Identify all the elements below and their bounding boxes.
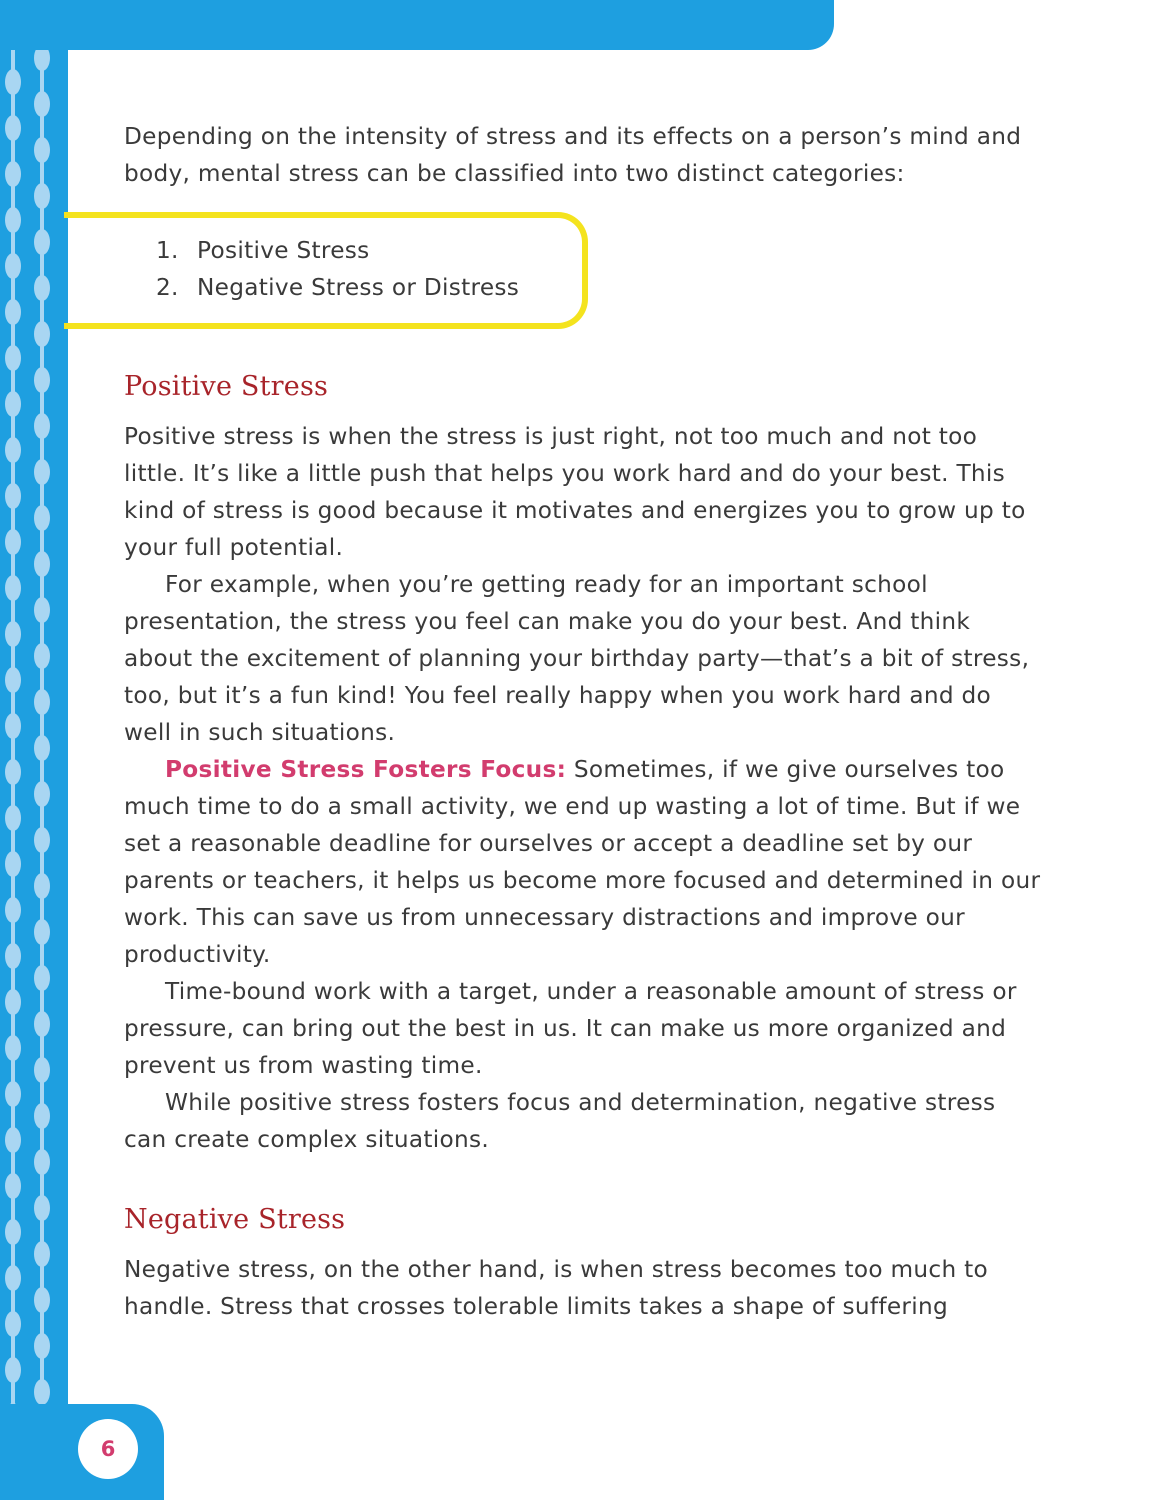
- bead-shape: [34, 505, 50, 531]
- bead-shape: [34, 1333, 50, 1359]
- bead-shape: [5, 1265, 21, 1291]
- bead-shape: [5, 575, 21, 601]
- bead-shape: [5, 897, 21, 923]
- bead-shape: [5, 1081, 21, 1107]
- positive-paragraph-4: Time-bound work with a target, under a reasonable amount of stress or pressure, can bring out the best in us. It can make us more organized and prevent us from wasting time.: [124, 978, 1017, 1079]
- categories-highlight-box: [64, 212, 588, 329]
- list-item: [156, 269, 519, 306]
- bead-shape: [34, 919, 50, 945]
- bead-shape: [5, 207, 21, 233]
- focus-text: Sometimes, if we give ourselves too much time to do a small activity, we end up wasting a lot of time. But if we set a reasonable deadline for ourselves or accept a deadline set by our parents or teachers, it helps us become more focused and determined in our work. This can save us from unnecessary distractions and improve our productivity.: [124, 756, 1041, 968]
- bead-shape: [34, 551, 50, 577]
- page-content: [124, 118, 1044, 1325]
- bead-shape: [5, 1127, 21, 1153]
- bead-shape: [34, 781, 50, 807]
- bead-shape: [34, 1379, 50, 1405]
- negative-paragraph-1: Negative stress, on the other hand, is when stress becomes too much to handle. Stress that crosses tolerable limits takes a shape of suffering: [124, 1256, 988, 1320]
- bead-shape: [34, 1241, 50, 1267]
- negative-stress-heading: Negative Stress: [124, 1204, 346, 1235]
- positive-paragraph-3: [124, 751, 1044, 973]
- bead-pattern-decoration: [0, 0, 68, 1500]
- list-number: 2.: [156, 274, 179, 301]
- bead-shape: [5, 759, 21, 785]
- bead-shape: [5, 989, 21, 1015]
- bead-shape: [5, 1311, 21, 1337]
- bead-shape: [34, 367, 50, 393]
- bead-shape: [34, 735, 50, 761]
- bead-shape: [5, 161, 21, 187]
- positive-paragraph-2: For example, when you’re getting ready for an important school presentation, the stress you feel can make you do your best. And think about the excitement of planning your birthday party—that’s a bit of stress, too, but it’s a fun kind! You feel really happy when you work hard and do well in such situations.: [124, 571, 1030, 746]
- bead-shape: [34, 597, 50, 623]
- top-header-bar: [0, 0, 834, 50]
- list-label: Positive Stress: [197, 237, 370, 264]
- bead-shape: [34, 1011, 50, 1037]
- bead-shape: [34, 965, 50, 991]
- bead-shape: [34, 91, 50, 117]
- list-label: Negative Stress or Distress: [197, 274, 520, 301]
- bead-shape: [34, 275, 50, 301]
- page-number: 6: [78, 1419, 138, 1479]
- bead-shape: [5, 1219, 21, 1245]
- focus-lead-in: Positive Stress Fosters Focus:: [165, 756, 567, 783]
- bead-shape: [34, 827, 50, 853]
- bead-shape: [5, 115, 21, 141]
- bead-shape: [5, 437, 21, 463]
- bead-shape: [5, 253, 21, 279]
- positive-paragraph-1: Positive stress is when the stress is just right, not too much and not too little. It’s like a little push that helps you work hard and do your best. This kind of stress is good because it motivates and energizes you to grow up to your full potential.: [124, 423, 1026, 561]
- positive-paragraph-5: While positive stress fosters focus and determination, negative stress can create complex situations.: [124, 1089, 996, 1153]
- bead-shape: [5, 299, 21, 325]
- bead-shape: [5, 1173, 21, 1199]
- bead-shape: [34, 689, 50, 715]
- bead-shape: [5, 805, 21, 831]
- bead-shape: [5, 713, 21, 739]
- bead-shape: [5, 391, 21, 417]
- bead-shape: [34, 1195, 50, 1221]
- bead-shape: [5, 1035, 21, 1061]
- positive-stress-heading: Positive Stress: [124, 371, 329, 402]
- bead-shape: [5, 345, 21, 371]
- intro-paragraph: Depending on the intensity of stress and its effects on a person’s mind and body, mental stress can be classified into two distinct categories:: [124, 123, 1022, 187]
- bead-shape: [34, 1287, 50, 1313]
- bead-shape: [5, 483, 21, 509]
- bead-shape: [34, 1057, 50, 1083]
- bead-shape: [5, 943, 21, 969]
- bead-shape: [34, 1149, 50, 1175]
- bead-shape: [34, 413, 50, 439]
- bead-shape: [34, 459, 50, 485]
- list-item: [156, 232, 519, 269]
- bead-shape: [5, 667, 21, 693]
- bead-shape: [34, 873, 50, 899]
- bead-shape: [5, 851, 21, 877]
- categories-list: [156, 232, 519, 306]
- bead-shape: [5, 69, 21, 95]
- bead-shape: [5, 529, 21, 555]
- bead-shape: [34, 321, 50, 347]
- bead-shape: [34, 229, 50, 255]
- bead-shape: [34, 183, 50, 209]
- bead-shape: [34, 1103, 50, 1129]
- bead-shape: [5, 621, 21, 647]
- bead-shape: [5, 1357, 21, 1383]
- list-number: 1.: [156, 237, 179, 264]
- bead-shape: [34, 137, 50, 163]
- bead-shape: [34, 643, 50, 669]
